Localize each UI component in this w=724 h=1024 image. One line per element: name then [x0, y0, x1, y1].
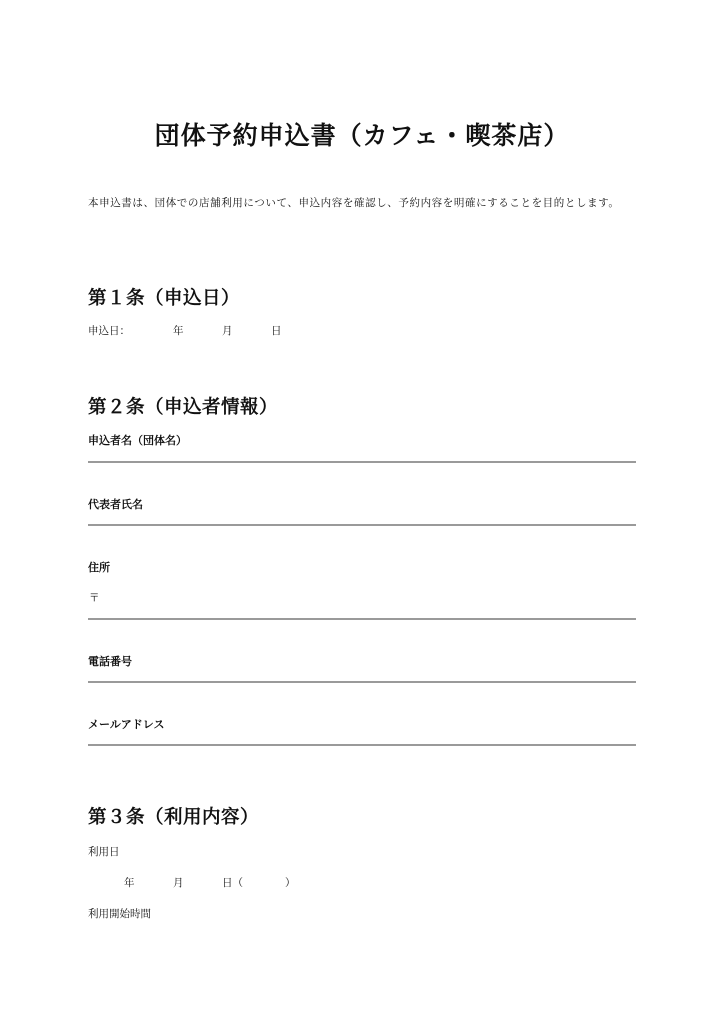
article3-heading: 第３条（利用内容） [88, 807, 260, 828]
postal-mark: 〒 [89, 592, 100, 604]
representative-name-field-line[interactable] [88, 524, 636, 526]
group-name-field-line[interactable] [88, 461, 636, 463]
document-title: 団体予約申込書（カフェ・喫茶店） [154, 121, 570, 150]
use-month-label: 月 [173, 877, 184, 889]
application-date-label: 申込日： [88, 325, 130, 337]
use-year-label: 年 [124, 877, 135, 889]
application-year-label: 年 [173, 325, 184, 337]
article1-heading: 第１条（申込日） [88, 288, 241, 309]
address-label: 住所 [88, 561, 110, 574]
use-day-weekday-label: 日（ ） [222, 877, 296, 889]
phone-number-label: 電話番号 [88, 655, 132, 668]
application-month-label: 月 [222, 325, 233, 337]
email-field-line[interactable] [88, 744, 636, 746]
representative-name-label: 代表者氏名 [88, 498, 143, 511]
address-field-line[interactable] [88, 618, 636, 620]
phone-number-field-line[interactable] [88, 681, 636, 683]
email-label: メールアドレス [88, 718, 165, 731]
article2-heading: 第２条（申込者情報） [88, 397, 279, 418]
intro-paragraph: 本申込書は、団体での店舗利用について、申込内容を確認し、予約内容を明確にすることを目的とします。 [88, 197, 620, 209]
use-date-label: 利用日 [88, 846, 120, 858]
application-day-label: 日 [271, 325, 282, 337]
group-name-label: 申込者名（団体名） [88, 434, 187, 447]
start-time-label: 利用開始時間 [88, 908, 151, 920]
